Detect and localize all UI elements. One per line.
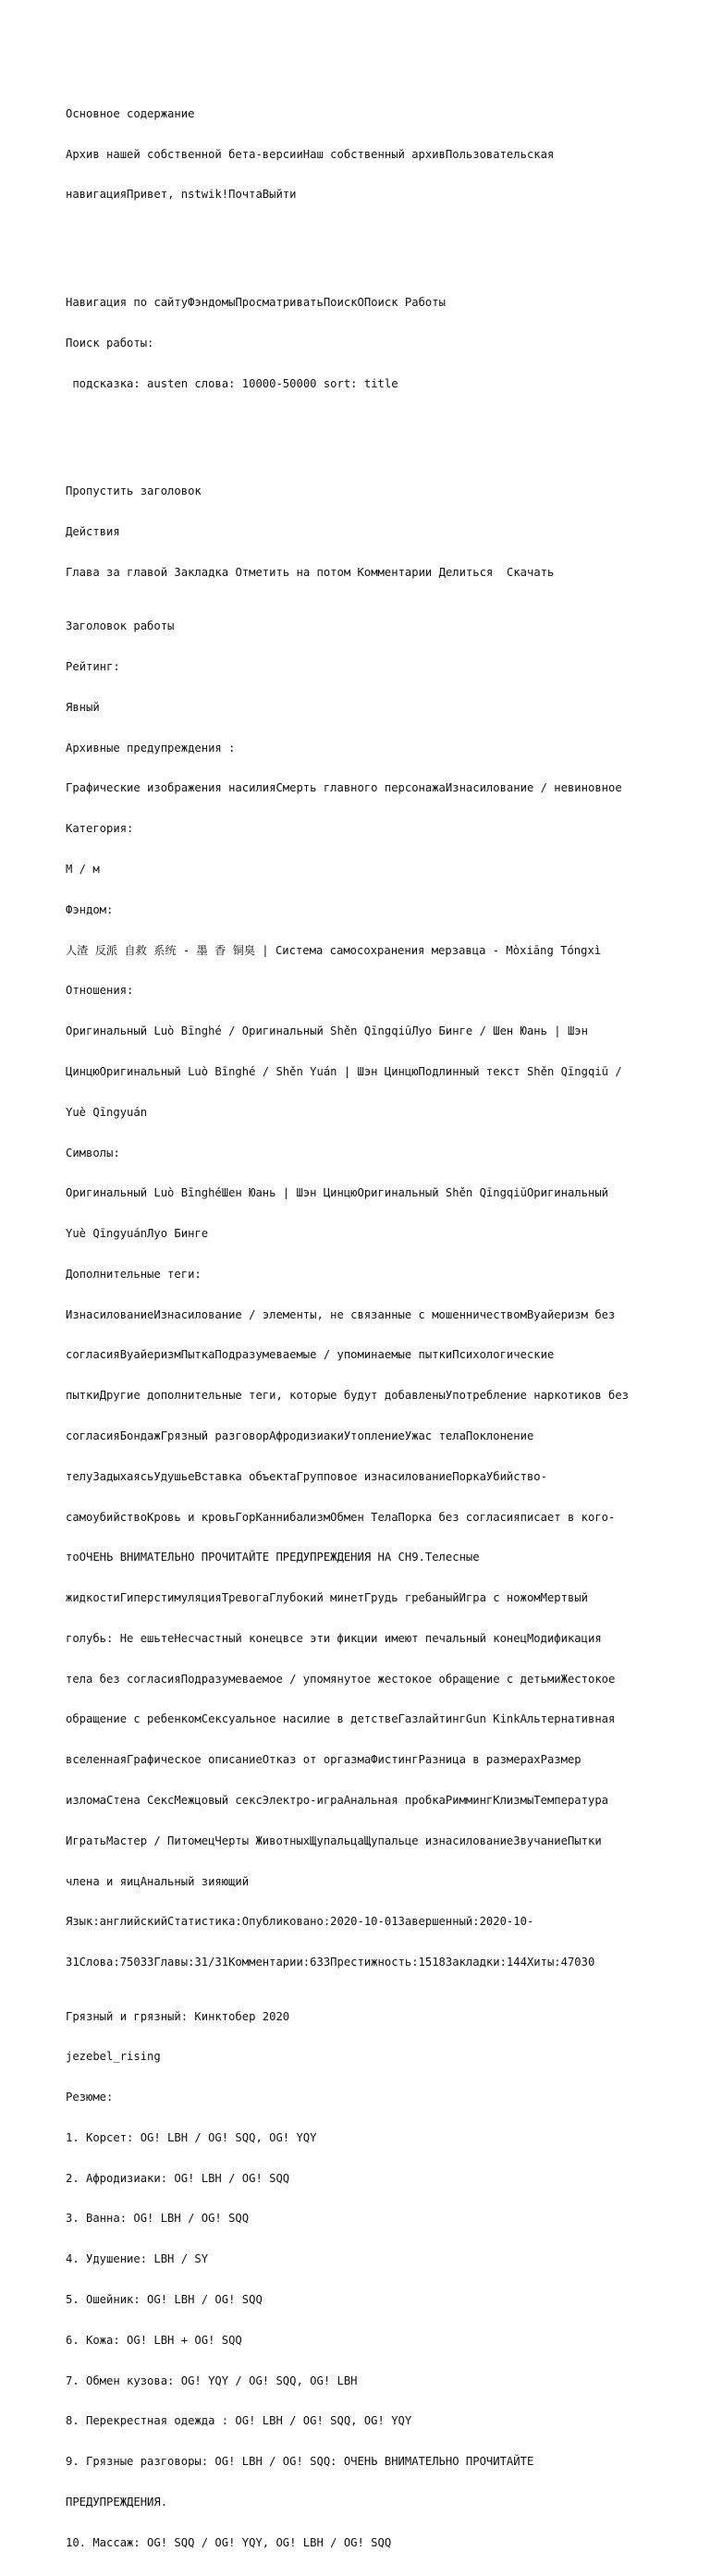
summary-label: Резюме:	[66, 2091, 114, 2104]
additional-tags-line[interactable]: ИзнасилованиеИзнасилование / элементы, не связанные с мошенничествомВуайеризм без	[66, 1307, 616, 1321]
greeting-link[interactable]: Привет, nstwik!	[127, 188, 229, 202]
additional-tags-line[interactable]: голубь: Не ешьтеНесчастный конецвсе эти фикции имеют печальный конецМодификация	[66, 1631, 602, 1645]
search-works-label: Поиск работы:	[66, 336, 154, 350]
warnings-value-link[interactable]: Графические изображения насилияСмерть главного персонажаИзнасилование / невиновное	[66, 781, 622, 795]
additional-tags-line[interactable]: вселеннаяГрафическое описаниеОтказ от оргазмаФистингРазница в размерахРазмер	[66, 1753, 581, 1767]
document-page	[66, 67, 657, 2576]
user-nav-line	[66, 188, 657, 202]
summary-item: 5. Ошейник: OG! LBH / OG! SQQ	[66, 2292, 263, 2306]
nav-browse-link[interactable]: Просматривать	[235, 296, 324, 310]
stats-line: 31Слова:75033Главы:31/31Комментарии:633Престижность:1518Закладки:144Хиты:47030	[66, 1956, 595, 1969]
additional-tags-line[interactable]: согласияБондажГрязный разговорАфродизиакиУтоплениеУжас телаПоклонение	[66, 1429, 534, 1442]
user-navigation-label: навигация	[66, 188, 128, 202]
relationship-tags-line[interactable]: ЦинцюОригинальный Luò Bīnghé / Shěn Yuán | Шэн ЦинцюПодлинный текст Shěn Qīngqiū /	[66, 1064, 622, 1078]
download-link[interactable]: Скачать	[507, 565, 555, 579]
nav-about-link[interactable]: О	[357, 296, 364, 310]
additional-tags-line[interactable]: изломаСтена СексМежцовый сексЭлектро-играАнальная пробкаРиммингКлизмыТемпература	[66, 1794, 608, 1807]
mail-link[interactable]: Почта	[228, 188, 263, 202]
work-header-label: Заголовок работы	[66, 619, 175, 633]
site-nav-label: Навигация по сайту	[66, 296, 189, 310]
archive-title-link[interactable]: Архив нашей собственной бета-версииНаш собственный архивПользовательская	[66, 147, 555, 161]
additional-tags-line[interactable]: обращение с ребенкомСексуальное насилие в детствеГазлайтингGun KinkАльтернативная	[66, 1712, 616, 1726]
nav-fandoms-link[interactable]: Фэндомы	[188, 296, 236, 310]
additional-tags-label: Дополнительные теги:	[66, 1267, 202, 1281]
work-actions-line	[66, 566, 657, 580]
additional-tags-line[interactable]: телуЗадыхаясьУдушьеВставка объектаГрупповое изнасилованиеПоркаУбийство-	[66, 1469, 547, 1483]
additional-tags-line[interactable]: тоОЧЕНЬ ВНИМАТЕЛЬНО ПРОЧИТАЙТЕ ПРЕДУПРЕЖДЕНИЯ НА CH9.Телесные	[66, 1551, 480, 1564]
additional-tags-line[interactable]: согласияВуайеризмПыткаПодразумеваемые / упоминаемые пыткиПсихологические	[66, 1348, 555, 1362]
search-works-link[interactable]: Поиск Работы	[363, 296, 446, 310]
summary-item: 7. Обмен кузова: OG! YQY / OG! SQQ, OG! LBH	[66, 2374, 358, 2387]
actions-label: Действия	[66, 525, 120, 539]
skip-to-main-content-link[interactable]: Основное содержание	[66, 106, 195, 120]
summary-item: 4. Удушение: LBH / SY	[66, 2252, 209, 2266]
relationships-label: Отношения:	[66, 984, 134, 998]
additional-tags-line[interactable]: жидкостиГиперстимуляцияТревогаГлубокий минетГрудь гребаныйИгра с ножомМертвый	[66, 1591, 588, 1605]
author-link[interactable]: jezebel_rising	[66, 2050, 161, 2064]
warnings-label: Архивные предупреждения :	[66, 741, 236, 754]
relationship-tags-line[interactable]: Оригинальный Luò Bīnghé / Оригинальный Shěn QīngqiūЛуо Бинге / Шен Юань | Шэн	[66, 1024, 588, 1038]
summary-item: 1. Корсет: OG! LBH / OG! SQQ, OG! YQY	[66, 2130, 317, 2144]
archive-header-line	[66, 148, 657, 162]
additional-tags-line[interactable]: пыткиДругие дополнительные теги, которые будут добавленыУпотребление наркотиков без	[66, 1389, 630, 1403]
share-link[interactable]: Делиться	[438, 565, 494, 579]
logout-link[interactable]: Выйти	[262, 188, 297, 202]
search-hint: подсказка: austen слова: 10000-50000 sort: title	[66, 376, 398, 390]
additional-tags-line[interactable]: члена и яицАнальный зияющий	[66, 1874, 250, 1888]
site-nav-line	[66, 296, 657, 310]
summary-item: ПРЕДУПРЕЖДЕНИЯ.	[66, 2495, 168, 2509]
additional-tags-line[interactable]: ИгратьМастер / ПитомецЧерты ЖивотныхЩупальцаЩупальце изнасилованиеЗвучаниеПытки	[66, 1834, 602, 1847]
relationship-tags-line[interactable]: Yuè Qīngyuán	[66, 1105, 148, 1119]
comments-link[interactable]: Комментарии	[357, 565, 433, 579]
rating-label: Рейтинг:	[66, 660, 120, 674]
summary-item: 2. Афродизиаки: OG! LBH / OG! SQQ	[66, 2171, 290, 2185]
fandom-value-link[interactable]: 人渣 反派 自救 系统 - 墨 香 铜臭 | Система самосохранения мерзавца - Mòxiāng Tóngxì	[66, 943, 602, 957]
skip-header-link[interactable]: Пропустить заголовок	[66, 485, 202, 498]
nav-search-link[interactable]: Поиск	[323, 296, 358, 310]
summary-item: 8. Перекрестная одежда : OG! LBH / OG! SQQ, OG! YQY	[66, 2414, 412, 2428]
chapter-by-chapter-link[interactable]: Глава за главой	[66, 565, 168, 579]
stats-line: Язык:английскийСтатистика:Опубликовано:2020-10-01Завершенный:2020-10-	[66, 1915, 534, 1929]
category-label: Категория:	[66, 822, 134, 836]
fandom-label: Фэндом:	[66, 902, 114, 916]
character-tags-line[interactable]: Оригинальный Luò BīnghéШен Юань | Шэн ЦинцюОригинальный Shěn QīngqiūОригинальный	[66, 1186, 608, 1200]
mark-for-later-link[interactable]: Отметить на потом	[235, 565, 351, 579]
work-title: Грязный и грязный: Кинктобер 2020	[66, 2009, 290, 2023]
spacer	[66, 431, 657, 445]
rating-value-link[interactable]: Явный	[66, 700, 100, 714]
bookmark-link[interactable]: Закладка	[174, 565, 229, 579]
summary-item: 9. Грязные разговоры: OG! LBH / OG! SQQ: ОЧЕНЬ ВНИМАТЕЛЬНО ПРОЧИТАЙТЕ	[66, 2455, 534, 2469]
summary-item: 10. Массаж: OG! SQQ / OG! YQY, OG! LBH / OG! SQQ	[66, 2535, 392, 2549]
additional-tags-line[interactable]: самоубийствоКровь и кровьГорКаннибализмОбмен ТелаПорка без согласияписает в кого-	[66, 1510, 616, 1524]
characters-label: Символы:	[66, 1146, 120, 1159]
additional-tags-line[interactable]: тела без согласияПодразумеваемое / упомянутое жестокое обращение с детьмиЖестокое	[66, 1672, 616, 1686]
character-tags-line[interactable]: Yuè QīngyuánЛуо Бинге	[66, 1227, 209, 1241]
category-value-link[interactable]: M / м	[66, 863, 100, 877]
summary-item: 3. Ванна: OG! LBH / OG! SQQ	[66, 2212, 250, 2226]
spacer	[66, 242, 657, 256]
summary-item: 6. Кожа: OG! LBH + OG! SQQ	[66, 2333, 242, 2347]
